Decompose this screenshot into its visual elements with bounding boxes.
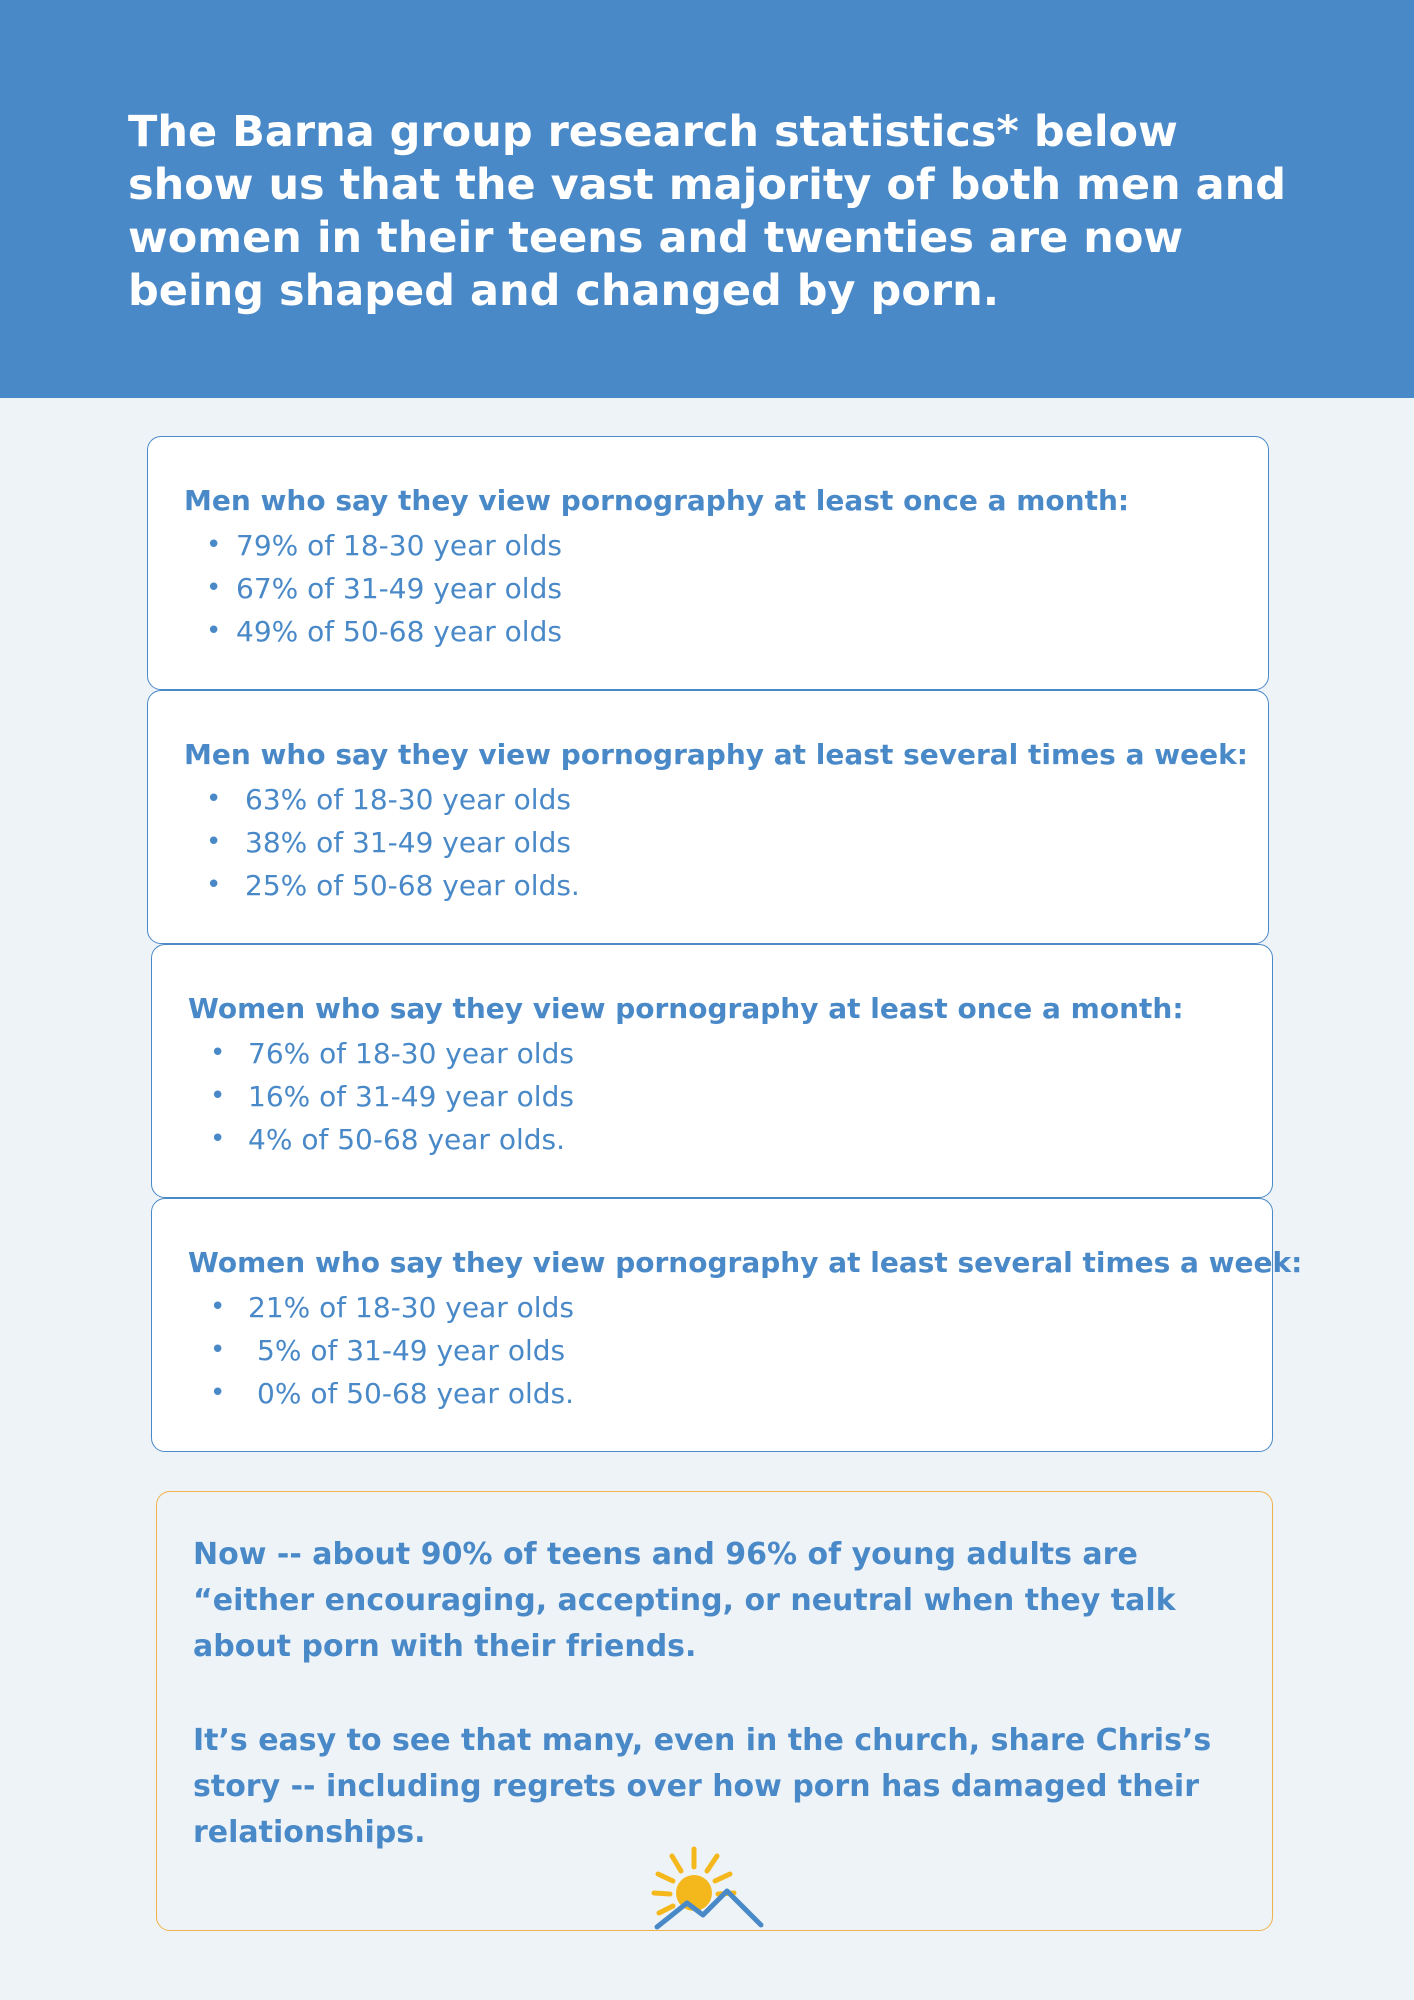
stat-card-men-monthly — [147, 436, 1269, 690]
bullet-icon: • — [210, 1038, 226, 1068]
summary-paragraph-2: It’s easy to see that many, even in the church, share Chris’s story -- including regrets over how porn has damaged their relationships. — [193, 1723, 1212, 1850]
card-title: Men who say they view pornography at least several times a week: — [184, 738, 1248, 771]
header-text: The Barna group research statistics* below show us that the vast majority of both men and women in their teens and twenties are now being shaped and changed by porn. — [128, 107, 1287, 316]
card-title: Men who say they view pornography at least once a month: — [184, 484, 1130, 517]
list-item-text: 49% of 50-68 year olds — [236, 615, 562, 648]
list-item — [184, 821, 580, 864]
stat-card-women-weekly — [151, 1198, 1303, 1452]
list-item — [184, 524, 562, 567]
list-item-text: 38% of 31-49 year olds — [245, 826, 571, 859]
bullet-icon: • — [206, 530, 222, 560]
card-title: Women who say they view pornography at least several times a week: — [188, 1246, 1303, 1279]
list-item — [188, 1372, 574, 1415]
list-item-text: 4% of 50-68 year olds. — [248, 1123, 566, 1156]
list-item — [184, 610, 562, 653]
stat-card-women-monthly — [151, 944, 1273, 1198]
bullet-icon: • — [206, 784, 222, 814]
stat-list — [188, 1032, 574, 1161]
list-item-text: 21% of 18-30 year olds — [248, 1291, 574, 1324]
list-item-text: 25% of 50-68 year olds. — [245, 869, 580, 902]
stat-list — [184, 524, 562, 653]
list-item-text: 63% of 18-30 year olds — [245, 783, 571, 816]
list-item-text: 76% of 18-30 year olds — [248, 1037, 574, 1070]
bullet-icon: • — [206, 870, 222, 900]
stat-card-men-weekly — [147, 690, 1269, 944]
bullet-icon: • — [210, 1292, 226, 1322]
summary-box — [156, 1491, 1273, 1931]
list-item-text: 0% of 50-68 year olds. — [257, 1377, 575, 1410]
stat-list — [188, 1286, 574, 1415]
bullet-icon: • — [210, 1335, 226, 1365]
sun-mountain-icon — [651, 1845, 767, 1931]
list-item-text: 67% of 31-49 year olds — [236, 572, 562, 605]
header-banner — [0, 0, 1414, 398]
list-item-text: 79% of 18-30 year olds — [236, 529, 562, 562]
list-item — [188, 1329, 574, 1372]
bullet-icon: • — [210, 1081, 226, 1111]
list-item-text: 16% of 31-49 year olds — [248, 1080, 574, 1113]
list-item — [184, 864, 580, 907]
summary-paragraph-1: Now -- about 90% of teens and 96% of young adults are “either encouraging, accepting, or neutral when they talk about porn with their friends. — [193, 1537, 1176, 1664]
list-item-text: 5% of 31-49 year olds — [257, 1334, 566, 1367]
bullet-icon: • — [210, 1378, 226, 1408]
bullet-icon: • — [210, 1124, 226, 1154]
list-item — [184, 567, 562, 610]
list-item — [184, 778, 580, 821]
list-item — [188, 1075, 574, 1118]
list-item — [188, 1286, 574, 1329]
bullet-icon: • — [206, 573, 222, 603]
card-title: Women who say they view pornography at least once a month: — [188, 992, 1184, 1025]
bullet-icon: • — [206, 616, 222, 646]
bullet-icon: • — [206, 827, 222, 857]
stat-list — [184, 778, 580, 907]
list-item — [188, 1118, 574, 1161]
list-item — [188, 1032, 574, 1075]
